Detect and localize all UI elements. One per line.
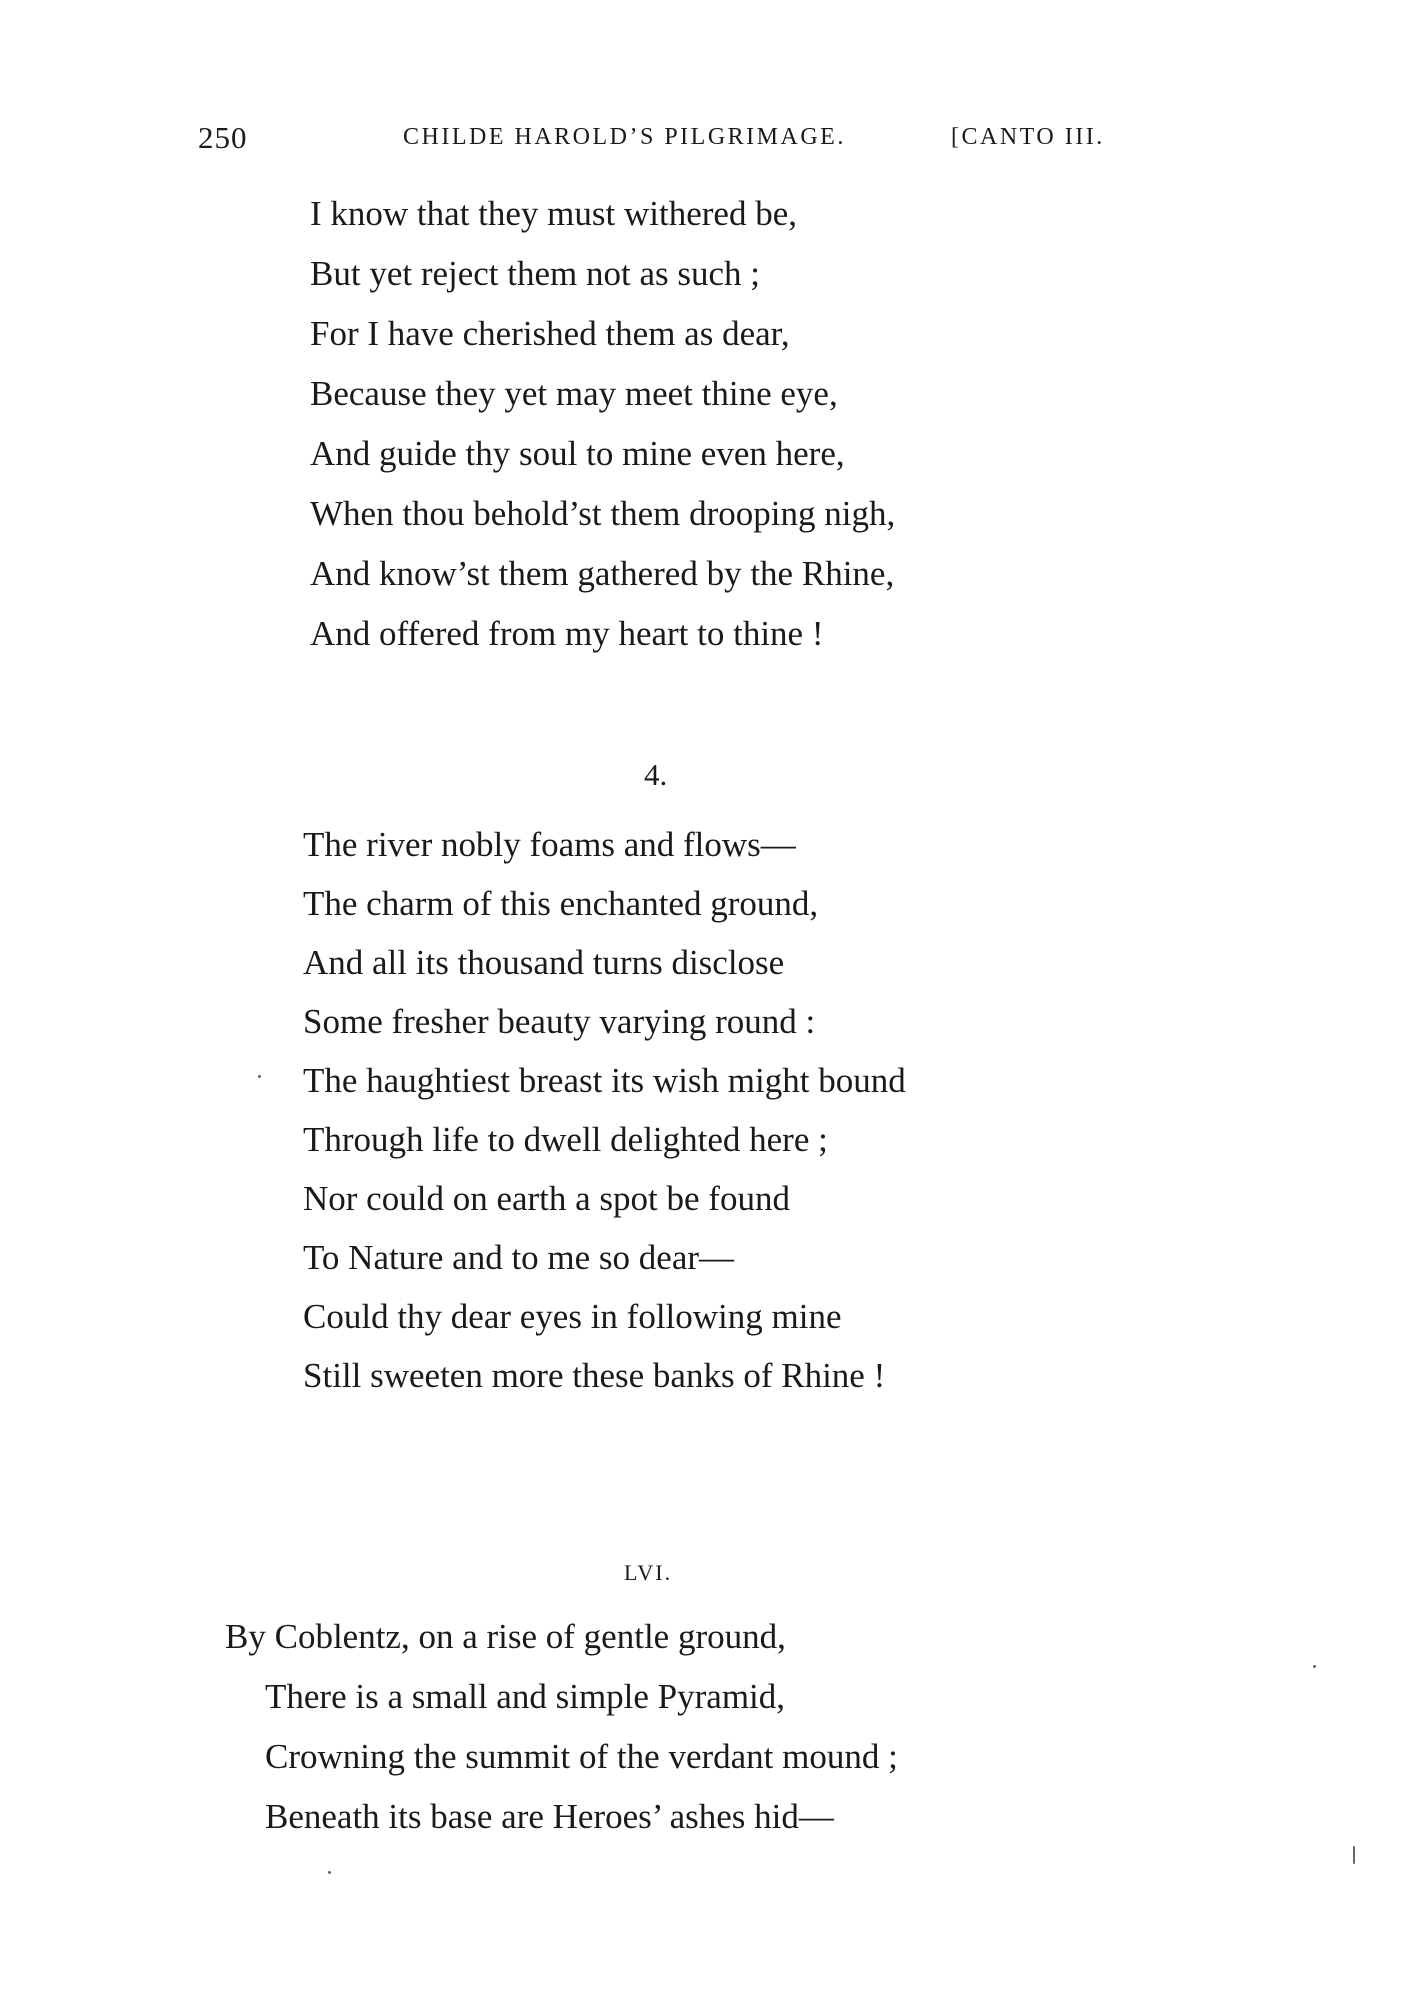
verse-line: Could thy dear eyes in following mine bbox=[303, 1297, 842, 1336]
page-number: 250 bbox=[198, 120, 248, 155]
verse-line: Because they yet may meet thine eye, bbox=[310, 374, 838, 413]
running-header bbox=[198, 120, 1148, 160]
verse-line: And know’st them gathered by the Rhine, bbox=[310, 554, 895, 593]
verse-line: For I have cherished them as dear, bbox=[310, 314, 790, 353]
verse-line: Nor could on earth a spot be found bbox=[303, 1179, 790, 1218]
verse-line: But yet reject them not as such ; bbox=[310, 254, 761, 293]
stanza-continued bbox=[310, 184, 895, 664]
verse-line: The charm of this enchanted ground, bbox=[303, 884, 819, 923]
stanza-number-lvi: LVI. bbox=[624, 1560, 673, 1585]
print-speck bbox=[1353, 1846, 1355, 1864]
print-speck bbox=[1313, 1665, 1316, 1668]
verse-line: There is a small and simple Pyramid, bbox=[265, 1677, 786, 1716]
verse-line: The haughtiest breast its wish might bound bbox=[303, 1061, 906, 1100]
verse-line: When thou behold’st them drooping nigh, bbox=[310, 494, 896, 533]
verse-line: Crowning the summit of the verdant mound ; bbox=[265, 1737, 898, 1776]
verse-line: To Nature and to me so dear— bbox=[303, 1238, 735, 1277]
stanza-4 bbox=[303, 815, 906, 1405]
stanza-number-4: 4. bbox=[644, 757, 668, 792]
verse-line: And guide thy soul to mine even here, bbox=[310, 434, 845, 473]
verse-line: Some fresher beauty varying round : bbox=[303, 1002, 816, 1041]
verse-line: Beneath its base are Heroes’ ashes hid— bbox=[265, 1797, 834, 1836]
verse-line: Still sweeten more these banks of Rhine ! bbox=[303, 1356, 886, 1395]
verse-line: By Coblentz, on a rise of gentle ground, bbox=[225, 1617, 786, 1656]
verse-line: And offered from my heart to thine ! bbox=[310, 614, 824, 653]
running-title: CHILDE HAROLD’S PILGRIMAGE. bbox=[403, 124, 846, 150]
print-speck bbox=[258, 1075, 261, 1078]
verse-line: Through life to dwell delighted here ; bbox=[303, 1120, 828, 1159]
stanza-lvi bbox=[225, 1607, 898, 1847]
canto-label: [CANTO III. bbox=[951, 124, 1105, 150]
print-speck bbox=[328, 1871, 331, 1874]
verse-line: And all its thousand turns disclose bbox=[303, 943, 785, 982]
verse-line: The river nobly foams and flows— bbox=[303, 825, 796, 864]
verse-line: I know that they must withered be, bbox=[310, 194, 797, 233]
